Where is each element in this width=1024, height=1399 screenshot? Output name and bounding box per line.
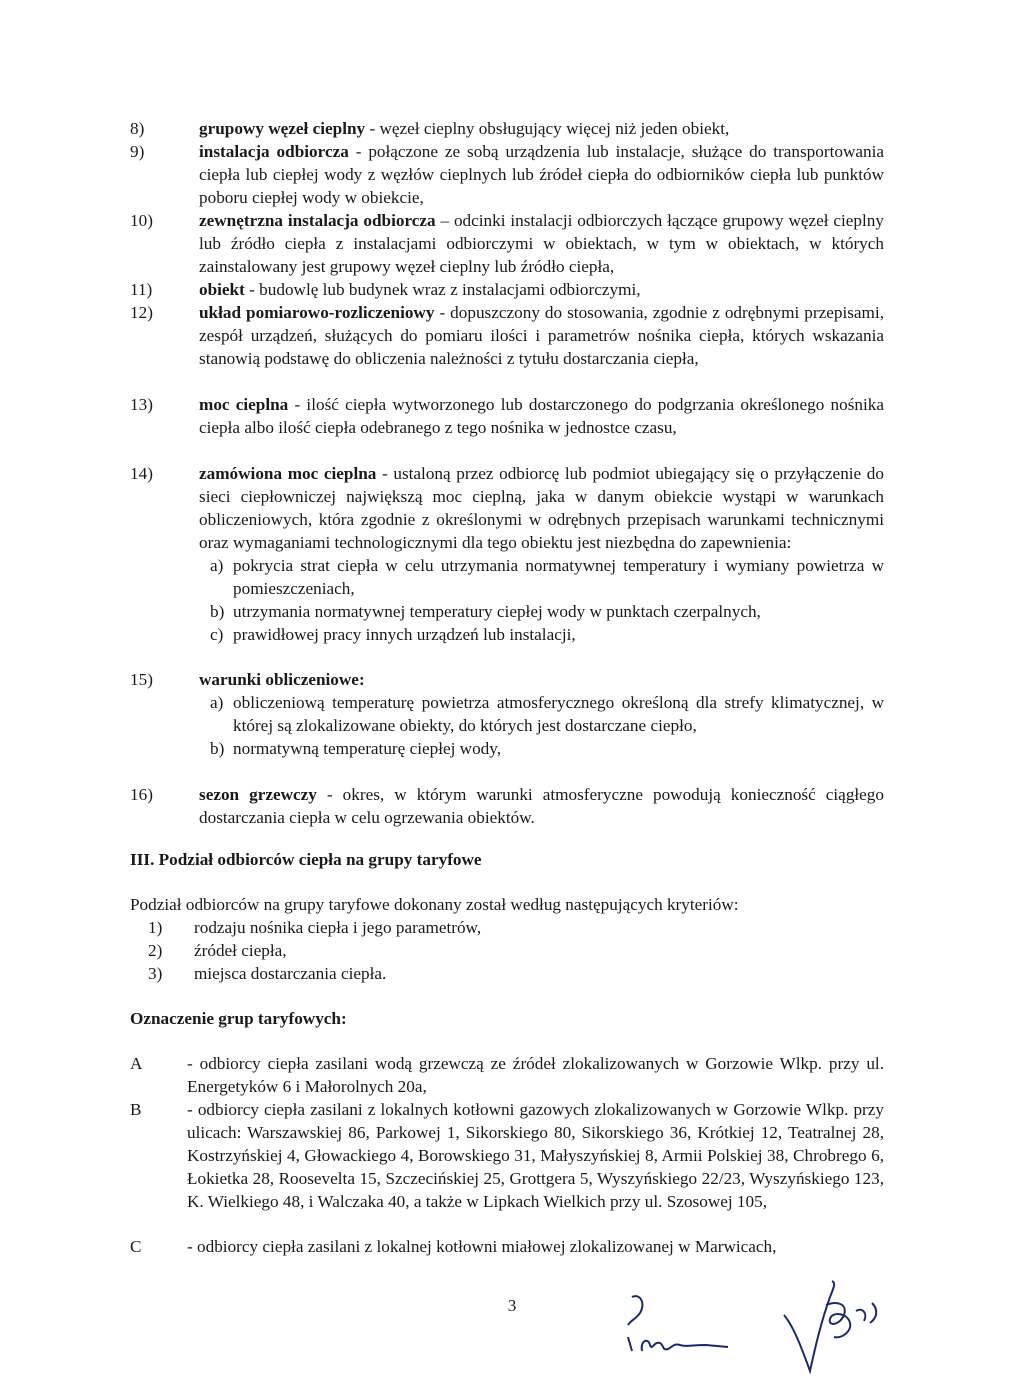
- definition-number: 8): [130, 119, 145, 138]
- criterion-number: 2): [148, 941, 163, 960]
- sub-item-text: normatywną temperaturę ciepłej wody,: [233, 739, 502, 758]
- sub-item: [130, 623, 884, 646]
- sub-item-label: b): [210, 739, 225, 758]
- definition-text: - ilość ciepła wytworzonego lub dostarczonego do podgrzania określonego nośnika ciepła albo ilość ciepła odebranego z tego nośnika w jednostce czasu,: [199, 395, 884, 437]
- signature-initials-1: [610, 1285, 760, 1375]
- definition-term: warunki obliczeniowe:: [199, 670, 365, 689]
- definition-15: [130, 668, 884, 760]
- definition-term: układ pomiarowo-rozliczeniowy: [199, 303, 435, 322]
- sub-item-text: prawidłowej pracy innych urządzeń lub instalacji,: [233, 625, 576, 644]
- definition-term: instalacja odbiorcza: [199, 142, 349, 161]
- definition-14: [130, 462, 884, 646]
- definition-text: - budowlę lub budynek wraz z instalacjami odbiorczymi,: [244, 280, 641, 299]
- definition-number: 11): [130, 280, 153, 299]
- definition-number: 14): [130, 464, 153, 483]
- definition-8: [130, 117, 884, 140]
- page-number: 3: [507, 1296, 517, 1315]
- sub-item-text: pokrycia strat ciepła w celu utrzymania normatywnej temperatury i wymiany powietrza w pomieszczeniach,: [233, 556, 884, 598]
- sub-item: [130, 737, 884, 760]
- criterion-number: 1): [148, 918, 163, 937]
- group-text: - odbiorcy ciepła zasilani wodą grzewczą ze źródeł zlokalizowanych w Gorzowie Wlkp. przy ul. Energetyków 6 i Małorolnych 20a,: [187, 1054, 884, 1096]
- criterion-item: [130, 916, 884, 939]
- definition-number: 10): [130, 211, 153, 230]
- definition-term: obiekt: [199, 280, 245, 299]
- definition-12: [130, 301, 884, 370]
- tariff-group-a: [130, 1052, 884, 1098]
- sub-item-text: utrzymania normatywnej temperatury ciepłej wody w punktach czerpalnych,: [233, 602, 761, 621]
- criterion-item: [130, 939, 884, 962]
- definition-text: - połączone ze sobą urządzenia lub instalacje, służące do transportowania ciepła lub ciepłej wody z węzłów cieplnych lub źródeł ciepła do odbiorników ciepła lub punktów poboru ciepłej wody w obiekcie,: [199, 142, 884, 207]
- group-label: C: [130, 1237, 142, 1256]
- definition-text: – odcinki instalacji odbiorczych łączące grupowy węzeł cieplny lub źródło ciepła z instalacjami odbiorczymi w obiektach, w tym w obiektach, w których zainstalowany jest grupowy węzeł cieplny lub źródło ciepła,: [199, 211, 884, 276]
- definition-term: sezon grzewczy: [199, 785, 317, 804]
- tariff-group-c: [130, 1235, 884, 1258]
- definition-number: 9): [130, 142, 145, 161]
- tariff-group-b: [130, 1098, 884, 1213]
- section-intro: Podział odbiorców na grupy taryfowe dokonany został według następujących kryteriów:: [130, 895, 739, 914]
- criterion-text: rodzaju nośnika ciepła i jego parametrów,: [194, 918, 482, 937]
- sub-item: [130, 600, 884, 623]
- sub-item: [130, 691, 884, 737]
- group-label: B: [130, 1100, 142, 1119]
- signature-initials-2: [770, 1275, 910, 1385]
- definition-term: zewnętrzna instalacja odbiorcza: [199, 211, 436, 230]
- definition-number: 13): [130, 395, 153, 414]
- criterion-number: 3): [148, 964, 163, 983]
- definition-number: 12): [130, 303, 153, 322]
- group-text: - odbiorcy ciepła zasilani z lokalnych kotłowni gazowych zlokalizowanych w Gorzowie Wlkp. przy ulicach: Warszawskiej 86, Parkowej 1, Sikorskiego 80, Sikorskiego 36, Krótkiej 12, Teatralnej 28, Kostrzyńskiej 4, Głowackiego 4, Borowskiego 31, Małyszyńskiej 8, Armii Polskiej 38, Chrobrego 6, Łokietka 28, Roosevelta 15, Szczecińskiej 25, Grottgera 5, Wyszyńskiego 22/23, Wyszyńskiego 123, K. Wielkiego 48, i Walczaka 40, a także w Lipkach Wielkich przy ul. Szosowej 105,: [187, 1100, 884, 1211]
- definition-13: [130, 393, 884, 439]
- sub-item-label: a): [210, 693, 224, 712]
- definition-11: [130, 278, 884, 301]
- definition-term: grupowy węzeł cieplny: [199, 119, 366, 138]
- criterion-text: źródeł ciepła,: [194, 941, 287, 960]
- definition-text: - węzeł cieplny obsługujący więcej niż jeden obiekt,: [365, 119, 730, 138]
- definition-term: zamówiona moc cieplna: [199, 464, 377, 483]
- definition-10: [130, 209, 884, 278]
- sub-item-label: c): [210, 625, 224, 644]
- sub-item: [130, 554, 884, 600]
- group-text: - odbiorcy ciepła zasilani z lokalnej kotłowni miałowej zlokalizowanej w Marwicach,: [187, 1237, 777, 1256]
- definition-text: - dopuszczony do stosowania, zgodnie z odrębnymi przepisami, zespół urządzeń, służących do pomiaru ilości i parametrów nośnika ciepła, których wskazania stanowią podstawę do obliczenia należności z tytułu dostarczania ciepła,: [199, 303, 885, 368]
- groups-heading: Oznaczenie grup taryfowych:: [130, 1009, 347, 1028]
- definition-term: moc cieplna: [199, 395, 289, 414]
- sub-item-label: b): [210, 602, 225, 621]
- criterion-text: miejsca dostarczania ciepła.: [194, 964, 387, 983]
- definition-text: - okres, w którym warunki atmosferyczne powodują konieczność ciągłego dostarczania ciepła w celu ogrzewania obiektów.: [199, 785, 884, 827]
- section-heading: III. Podział odbiorców ciepła na grupy taryfowe: [130, 850, 482, 869]
- definition-9: [130, 140, 884, 209]
- sub-item-label: a): [210, 556, 224, 575]
- definition-number: 15): [130, 670, 153, 689]
- sub-item-text: obliczeniową temperaturę powietrza atmosferycznego określoną dla strefy klimatycznej, w której są zlokalizowane obiekty, do których jest dostarczane ciepło,: [233, 693, 884, 735]
- definition-number: 16): [130, 785, 153, 804]
- criterion-item: [130, 962, 884, 985]
- definition-16: [130, 783, 884, 829]
- group-label: A: [130, 1054, 143, 1073]
- definition-text: - ustaloną przez odbiorcę lub podmiot ubiegający się o przyłączenie do sieci ciepłowniczej największą moc cieplną, jaka w danym obiekcie wystąpi w warunkach obliczeniowych, która zgodnie z określonymi w odrębnych przepisach warunkami technicznymi oraz wymaganiami technologicznymi dla tego obiektu jest niezbędna do zapewnienia:: [199, 464, 884, 552]
